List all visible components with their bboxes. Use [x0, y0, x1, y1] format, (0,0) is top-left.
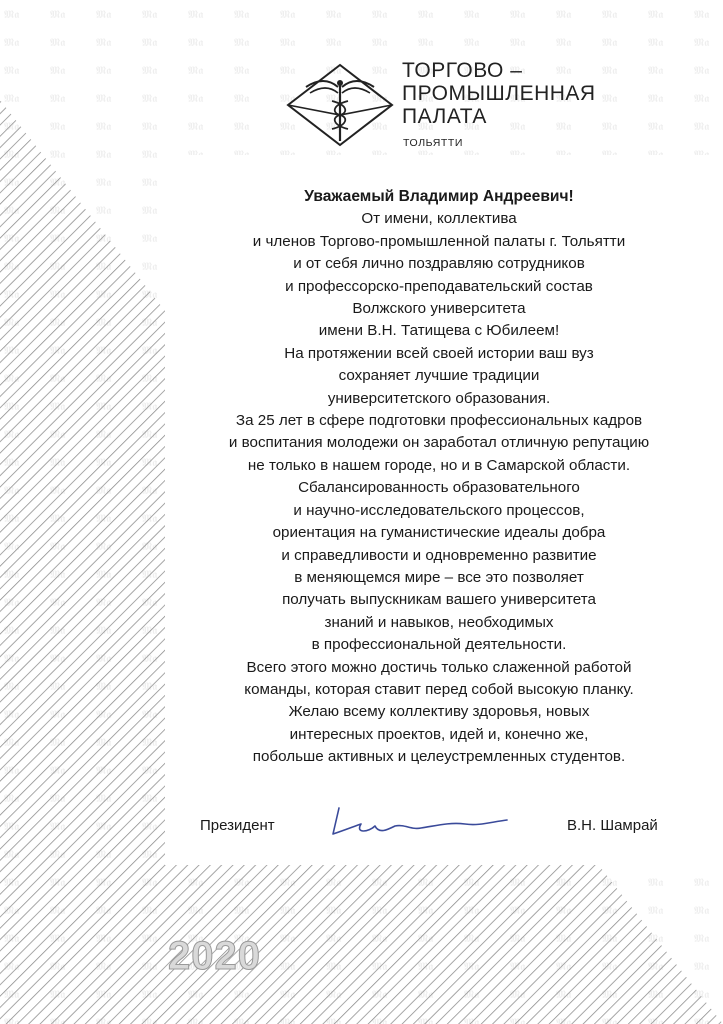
letter-line: в меняющемся мире – все это позволяет: [294, 568, 584, 586]
chamber-logo-icon: [284, 57, 396, 149]
signatory-name: В.Н. Шамрай: [567, 817, 658, 834]
letter-line: и воспитания молодежи он заработал отличную репутацию: [228, 434, 650, 452]
letter-line: университетского образования.: [327, 389, 551, 407]
letter-line: интересных проектов, идей и, конечно же,: [289, 725, 589, 743]
letter-line: и профессорско-преподавательский состав: [285, 277, 593, 295]
signatory-title: Президент: [200, 817, 275, 834]
letter-line: От имени, коллектива: [361, 210, 517, 228]
letter-line: и научно-исследовательского процессов,: [293, 501, 585, 519]
letter-line: имени В.Н. Татищева с Юбилеем!: [318, 322, 560, 340]
letter-body: [168, 186, 710, 769]
year-mark: 2020: [168, 934, 261, 978]
letter-line: Волжского университета: [352, 300, 526, 318]
letter-line: знаний и навыков, необходимых: [324, 613, 554, 631]
letter-line: сохраняет лучшие традиции: [338, 367, 540, 385]
letter-line: не только в нашем городе, но и в Самарской области.: [247, 456, 631, 474]
organization-name: [402, 59, 596, 128]
letter-line: За 25 лет в сфере подготовки профессиональных кадров: [235, 412, 643, 430]
letter-line: Желаю всему коллективу здоровья, новых: [288, 703, 590, 721]
letter-line: и справедливости и одновременно развитие: [281, 546, 597, 564]
letter-line: На протяжении всей своей истории ваш вуз: [284, 344, 594, 362]
letter-line: получать выпускникам вашего университета: [282, 591, 596, 609]
organization-city: ТОЛЬЯТТИ: [403, 137, 464, 149]
letter-line: Сбалансированность образовательного: [298, 479, 580, 497]
letter-line: ориентация на гуманистические идеалы добра: [272, 524, 606, 542]
letter-line: и от себя лично поздравляю сотрудников: [293, 255, 585, 273]
handwritten-signature: [325, 800, 515, 844]
letter-line: побольше активных и целеустремленных студентов.: [252, 748, 626, 766]
letter-line: Всего этого можно достичь только слаженной работой: [246, 658, 632, 676]
letter-line: команды, которая ставит перед собой высокую планку.: [244, 680, 634, 698]
org-name-line-2: ПРОМЫШЛЕННАЯ: [402, 82, 596, 105]
greeting: Уважаемый Владимир Андреевич!: [304, 188, 574, 205]
org-name-line-1: ТОРГОВО –: [402, 59, 523, 82]
letter-line: в профессиональной деятельности.: [311, 636, 567, 654]
org-name-line-3: ПАЛАТА: [402, 105, 487, 128]
letter-line: и членов Торгово-промышленной палаты г. Тольятти: [252, 232, 626, 250]
